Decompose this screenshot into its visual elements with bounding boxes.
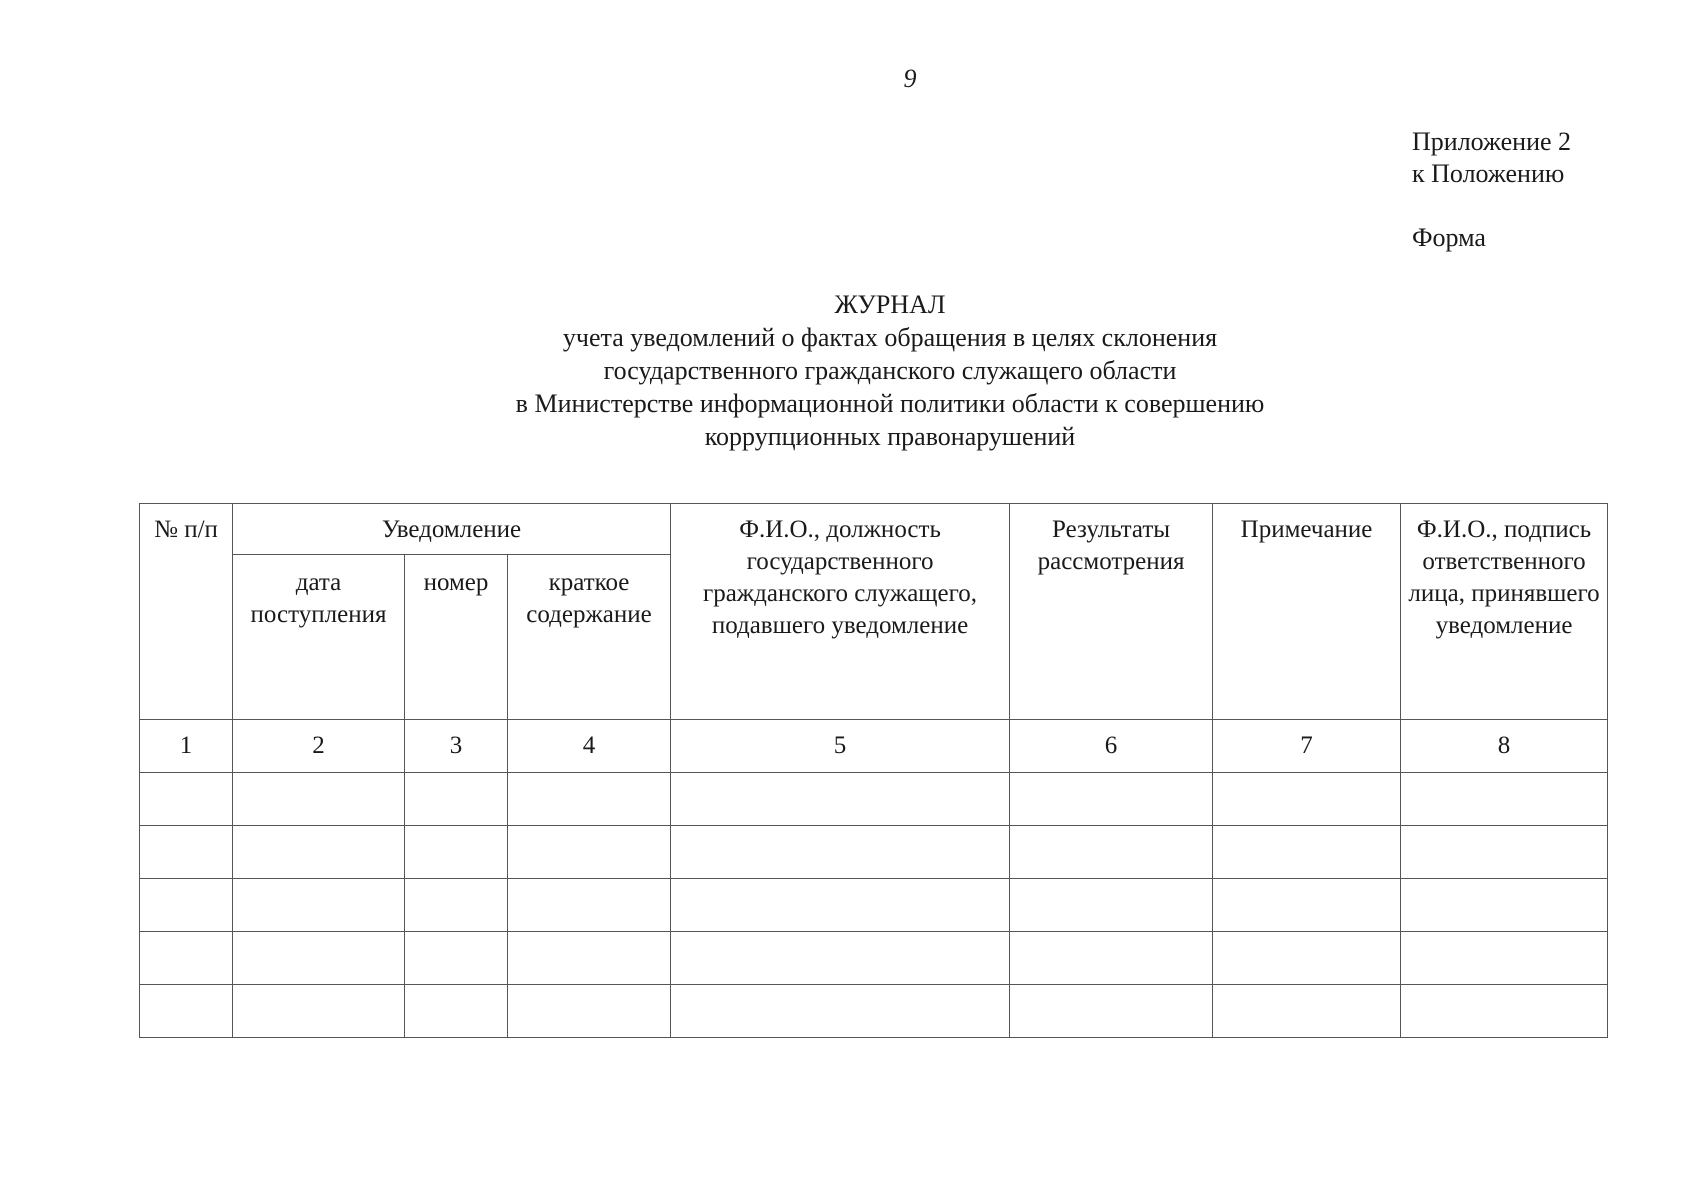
table-cell: [405, 826, 508, 879]
document-title: [0, 288, 1695, 453]
table-cell: [1213, 932, 1401, 985]
header-num: № п/п: [140, 504, 233, 720]
table-row: [140, 932, 1608, 985]
table-cell: [140, 879, 233, 932]
table-cell: [140, 932, 233, 985]
table-cell: [671, 826, 1010, 879]
appendix-block: [1412, 126, 1571, 254]
table-cell: [508, 826, 671, 879]
form-label: Форма: [1412, 223, 1486, 252]
table-cell: [508, 985, 671, 1038]
table-cell: [1213, 985, 1401, 1038]
table-row: [140, 985, 1608, 1038]
title-line-4: коррупционных правонарушений: [704, 422, 1076, 451]
column-number: 2: [233, 720, 405, 773]
journal-table: [139, 503, 1608, 1038]
header-results: Результаты рассмотрения: [1010, 504, 1213, 720]
table-cell: [508, 932, 671, 985]
table-cell: [233, 932, 405, 985]
table-cell: [671, 879, 1010, 932]
table-cell: [1401, 773, 1608, 826]
table-cell: [671, 932, 1010, 985]
table-cell: [140, 773, 233, 826]
table-cell: [233, 826, 405, 879]
table-cell: [1010, 932, 1213, 985]
table-row: [140, 773, 1608, 826]
header-responsible: Ф.И.О., подпись ответственного лица, принявшего уведомление: [1401, 504, 1608, 720]
header-date: дата поступления: [233, 555, 405, 720]
table-cell: [1010, 773, 1213, 826]
table-cell: [405, 985, 508, 1038]
title-heading: ЖУРНАЛ: [834, 290, 946, 319]
table-cell: [1401, 932, 1608, 985]
header-note: Примечание: [1213, 504, 1401, 720]
table-cell: [140, 985, 233, 1038]
table-cell: [1401, 826, 1608, 879]
header-notification: Уведомление: [233, 504, 671, 555]
table-cell: [1010, 985, 1213, 1038]
column-number: 7: [1213, 720, 1401, 773]
table-cell: [1213, 879, 1401, 932]
column-number-row: [140, 720, 1608, 773]
table-cell: [405, 932, 508, 985]
table-cell: [1401, 879, 1608, 932]
header-fio: Ф.И.О., должность государственного гражданского служащего, подавшего уведомление: [671, 504, 1010, 720]
table-cell: [405, 879, 508, 932]
table-cell: [233, 879, 405, 932]
table-cell: [1010, 879, 1213, 932]
column-number: 5: [671, 720, 1010, 773]
appendix-line-2: к Положению: [1412, 159, 1565, 188]
page-number: 9: [903, 64, 917, 93]
header-row-top: [140, 504, 1608, 555]
table-cell: [1213, 773, 1401, 826]
title-line-3: в Министерстве информационной политики области к совершению: [515, 389, 1265, 418]
column-number: 4: [508, 720, 671, 773]
table-cell: [1401, 985, 1608, 1038]
table-cell: [671, 773, 1010, 826]
appendix-line-1: Приложение 2: [1412, 127, 1572, 156]
column-number: 1: [140, 720, 233, 773]
header-summary: краткое содержание: [508, 555, 671, 720]
title-line-2: государственного гражданского служащего области: [603, 356, 1177, 385]
table-cell: [1213, 826, 1401, 879]
column-number: 8: [1401, 720, 1608, 773]
title-line-1: учета уведомлений о фактах обращения в целях склонения: [562, 323, 1218, 352]
table-row: [140, 879, 1608, 932]
column-number: 3: [405, 720, 508, 773]
table-cell: [140, 826, 233, 879]
table-cell: [671, 985, 1010, 1038]
table-row: [140, 826, 1608, 879]
header-number: номер: [405, 555, 508, 720]
table-cell: [405, 773, 508, 826]
table-cell: [1010, 826, 1213, 879]
column-number: 6: [1010, 720, 1213, 773]
table-cell: [508, 773, 671, 826]
table-cell: [233, 985, 405, 1038]
table-cell: [233, 773, 405, 826]
table-cell: [508, 879, 671, 932]
